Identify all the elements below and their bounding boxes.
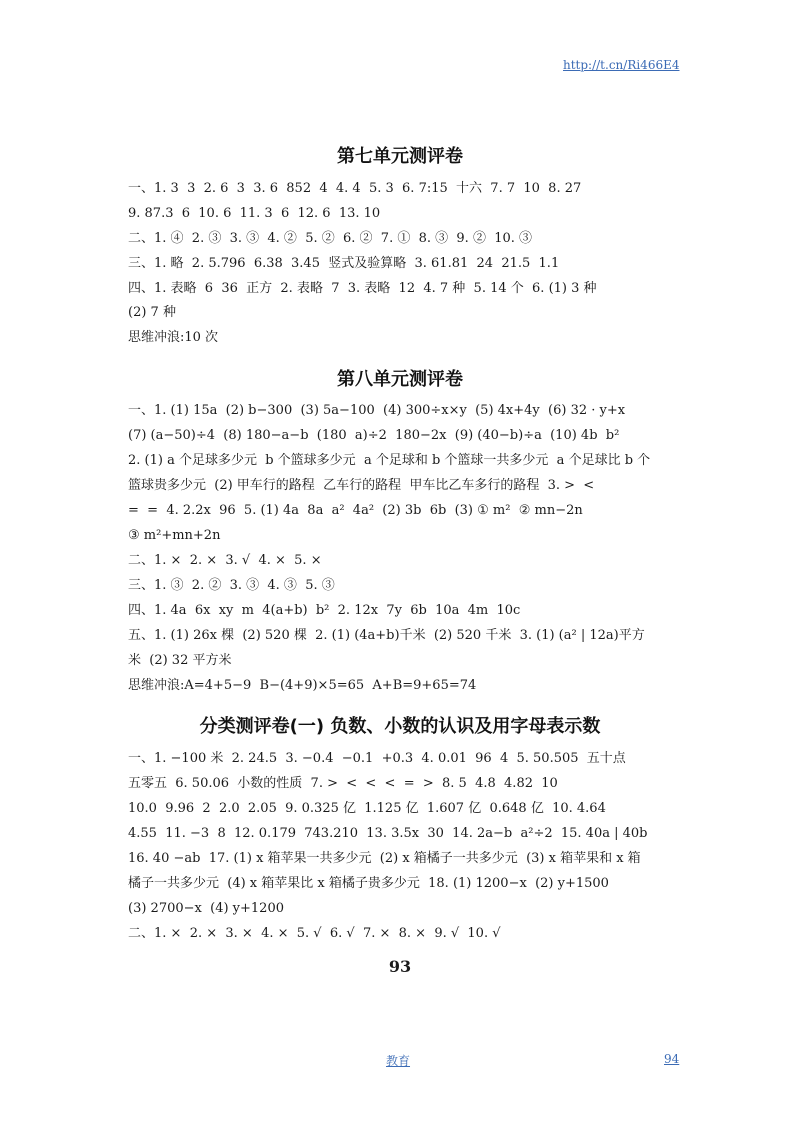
section-title-unit8: 第八单元测评卷 (337, 369, 463, 390)
header-url[interactable]: http://t.cn/Ri466E4 (563, 58, 680, 72)
answer-line: 10.0 9.96 2 2.0 2.05 9. 0.325 亿 1.125 亿 1.607 亿 0.648 亿 10. 4.64 (128, 801, 606, 816)
answer-line: (2) 7 种 (128, 305, 176, 320)
answer-line: 二、1. × 2. × 3. × 4. × 5. √ 6. √ 7. × 8. × 9. √ 10. √ (128, 926, 501, 941)
answer-line: 四、1. 表略 6 36 正方 2. 表略 7 3. 表略 12 4. 7 种 5. 14 个 6. (1) 3 种 (128, 281, 597, 296)
answer-line: 9. 87.3 6 10. 6 11. 3 6 12. 6 13. 10 (128, 206, 381, 221)
answer-line: = = 4. 2.2x 96 5. (1) 4a 8a a² 4a² (2) 3b 6b (3) ① m² ② mn−2n (128, 503, 583, 518)
section-title-category1: 分类测评卷(一) 负数、小数的认识及用字母表示数 (199, 716, 601, 737)
answer-line: (3) 2700−x (4) y+1200 (128, 901, 284, 916)
answer-line: 米 (2) 32 平方米 (128, 653, 232, 668)
answer-line: 一、1. (1) 15a (2) b−300 (3) 5a−100 (4) 300÷x×y (5) 4x+4y (6) 32 · y+x (128, 403, 626, 418)
answer-line: 三、1. ③ 2. ② 3. ③ 4. ③ 5. ③ (128, 578, 335, 593)
answer-line: 2. (1) a 个足球多少元 b 个篮球多少元 a 个足球和 b 个篮球一共多少元 a 个足球比 b 个 (128, 453, 651, 468)
answer-line: 篮球贵多少元 (2) 甲车行的路程 乙车行的路程 甲车比乙车多行的路程 3. > < (128, 478, 595, 493)
answer-line: 一、1. −100 米 2. 24.5 3. −0.4 −0.1 +0.3 4. 0.01 96 4 5. 50.505 五十点 (128, 751, 626, 766)
answer-line: 思维冲浪:10 次 (128, 330, 219, 345)
page-number: 93 (388, 957, 412, 976)
answer-line: 四、1. 4a 6x xy m 4(a+b) b² 2. 12x 7y 6b 10a 4m 10c (128, 603, 521, 618)
answer-line: 五、1. (1) 26x 棵 (2) 520 棵 2. (1) (4a+b)千米 (2) 520 千米 3. (1) (a² | 12a)平方 (128, 628, 645, 643)
footer-link[interactable]: 教育 (386, 1054, 411, 1068)
answer-line: 二、1. ④ 2. ③ 3. ③ 4. ② 5. ② 6. ② 7. ① 8. ③ 9. ② 10. ③ (128, 231, 533, 246)
answer-line: 三、1. 略 2. 5.796 6.38 3.45 竖式及验算略 3. 61.81 24 21.5 1.1 (128, 256, 560, 271)
answer-line: 橘子一共多少元 (4) x 箱苹果比 x 箱橘子贵多少元 18. (1) 1200−x (2) y+1500 (128, 876, 609, 891)
answer-line: ③ m²+mn+2n (128, 528, 221, 543)
answer-line: (7) (a−50)÷4 (8) 180−a−b (180 a)÷2 180−2x (9) (40−b)÷a (10) 4b b² (128, 428, 620, 443)
section-title-unit7: 第七单元测评卷 (337, 146, 463, 167)
answer-line: 思维冲浪:A=4+5−9 B−(4+9)×5=65 A+B=9+65=74 (128, 678, 477, 693)
answer-line: 五零五 6. 50.06 小数的性质 7. > < < < = > 8. 5 4.8 4.82 10 (128, 776, 558, 791)
footer-page-number[interactable]: 94 (664, 1052, 680, 1066)
answer-line: 16. 40 −ab 17. (1) x 箱苹果一共多少元 (2) x 箱橘子一共多少元 (3) x 箱苹果和 x 箱 (128, 851, 641, 866)
answer-line: 4.55 11. −3 8 12. 0.179 743.210 13. 3.5x 30 14. 2a−b a²÷2 15. 40a | 40b (128, 826, 648, 841)
answer-line: 二、1. × 2. × 3. √ 4. × 5. × (128, 553, 322, 568)
answer-line: 一、1. 3 3 2. 6 3 3. 6 852 4 4. 4 5. 3 6. 7:15 十六 7. 7 10 8. 27 (128, 181, 582, 196)
